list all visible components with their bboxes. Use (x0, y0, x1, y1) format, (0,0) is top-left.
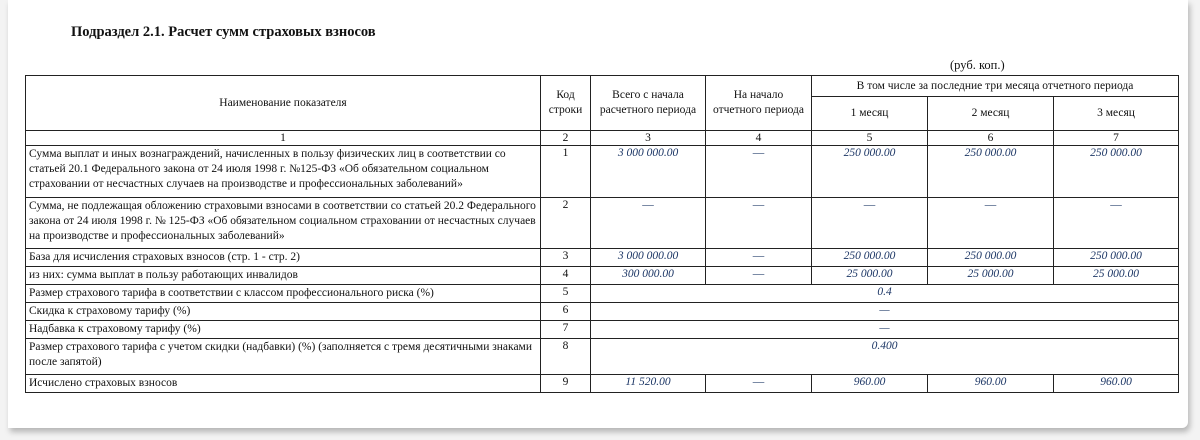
header-month-3: 3 месяц (1054, 97, 1179, 131)
row-code: 4 (541, 267, 591, 285)
table-row (26, 146, 1179, 198)
header-total: Всего с начала расчетного периода (591, 76, 706, 131)
row-value: 0.4 (591, 285, 1179, 303)
units-label: (руб. коп.) (950, 58, 1005, 72)
row-month-3: — (1054, 198, 1179, 249)
row-code: 6 (541, 303, 591, 321)
col-number: 1 (26, 131, 541, 146)
table-row (26, 303, 1179, 321)
document-sheet (8, 0, 1188, 428)
header-code: Код строки (541, 76, 591, 131)
row-month-2: — (928, 198, 1054, 249)
col-number: 2 (541, 131, 591, 146)
table-row (26, 249, 1179, 267)
row-code: 8 (541, 339, 591, 375)
table-row (26, 267, 1179, 285)
row-value: — (591, 303, 1179, 321)
row-total: 3 000 000.00 (591, 249, 706, 267)
row-month-1: — (812, 198, 928, 249)
page-title: Подраздел 2.1. Расчет сумм страховых взносов (71, 24, 376, 40)
row-month-2: 250 000.00 (928, 146, 1054, 198)
row-month-2: 250 000.00 (928, 249, 1054, 267)
row-name: Сумма, не подлежащая обложению страховыми взносами в соответствии со статьей 20.2 Федерального закона от 24 июля 1998 г. № 125-ФЗ «Об обязательном социальном страховании от несчастных случаев на производстве и профессиональных заболеваний» (26, 198, 541, 249)
row-code: 7 (541, 321, 591, 339)
col-number: 5 (812, 131, 928, 146)
row-month-3: 25 000.00 (1054, 267, 1179, 285)
row-total: 3 000 000.00 (591, 146, 706, 198)
row-total: 300 000.00 (591, 267, 706, 285)
row-value: — (591, 321, 1179, 339)
row-month-2: 25 000.00 (928, 267, 1054, 285)
row-month-1: 250 000.00 (812, 249, 928, 267)
col-number: 4 (706, 131, 812, 146)
col-number: 3 (591, 131, 706, 146)
contributions-table (25, 75, 1179, 393)
header-last-three-months: В том числе за последние три месяца отчетного периода (812, 76, 1179, 97)
row-start: — (706, 375, 812, 393)
row-start: — (706, 198, 812, 249)
row-name: Сумма выплат и иных вознаграждений, начисленных в пользу физических лиц в соответствии со статьей 20.1 Федерального закона от 24 июля 1998 г. №125-ФЗ «Об обязательном социальном страховании от несчастных случаев на производстве и профессиональных заболеваний» (26, 146, 541, 198)
row-name: из них: сумма выплат в пользу работающих инвалидов (26, 267, 541, 285)
row-month-1: 250 000.00 (812, 146, 928, 198)
row-start: — (706, 249, 812, 267)
row-value: 0.400 (591, 339, 1179, 375)
row-month-1: 25 000.00 (812, 267, 928, 285)
row-code: 1 (541, 146, 591, 198)
header-month-1: 1 месяц (812, 97, 928, 131)
col-number: 6 (928, 131, 1054, 146)
table-row (26, 375, 1179, 393)
header-start: На начало отчетного периода (706, 76, 812, 131)
row-name: Размер страхового тарифа в соответствии с классом профессионального риска (%) (26, 285, 541, 303)
row-start: — (706, 146, 812, 198)
table-row (26, 285, 1179, 303)
col-number: 7 (1054, 131, 1179, 146)
header-name: Наименование показателя (26, 76, 541, 131)
row-name: Скидка к страховому тарифу (%) (26, 303, 541, 321)
row-name: Надбавка к страховому тарифу (%) (26, 321, 541, 339)
row-month-3: 250 000.00 (1054, 146, 1179, 198)
row-code: 3 (541, 249, 591, 267)
row-start: — (706, 267, 812, 285)
row-code: 2 (541, 198, 591, 249)
row-total: 11 520.00 (591, 375, 706, 393)
table-row (26, 321, 1179, 339)
row-code: 9 (541, 375, 591, 393)
row-month-3: 250 000.00 (1054, 249, 1179, 267)
row-total: — (591, 198, 706, 249)
row-name: Размер страхового тарифа с учетом скидки (надбавки) (%) (заполняется с тремя десятичными знаками после запятой) (26, 339, 541, 375)
row-name: База для исчисления страховых взносов (стр. 1 - стр. 2) (26, 249, 541, 267)
header-month-2: 2 месяц (928, 97, 1054, 131)
row-month-1: 960.00 (812, 375, 928, 393)
table-row (26, 198, 1179, 249)
row-code: 5 (541, 285, 591, 303)
row-month-3: 960.00 (1054, 375, 1179, 393)
row-name: Исчислено страховых взносов (26, 375, 541, 393)
row-month-2: 960.00 (928, 375, 1054, 393)
table-row (26, 339, 1179, 375)
